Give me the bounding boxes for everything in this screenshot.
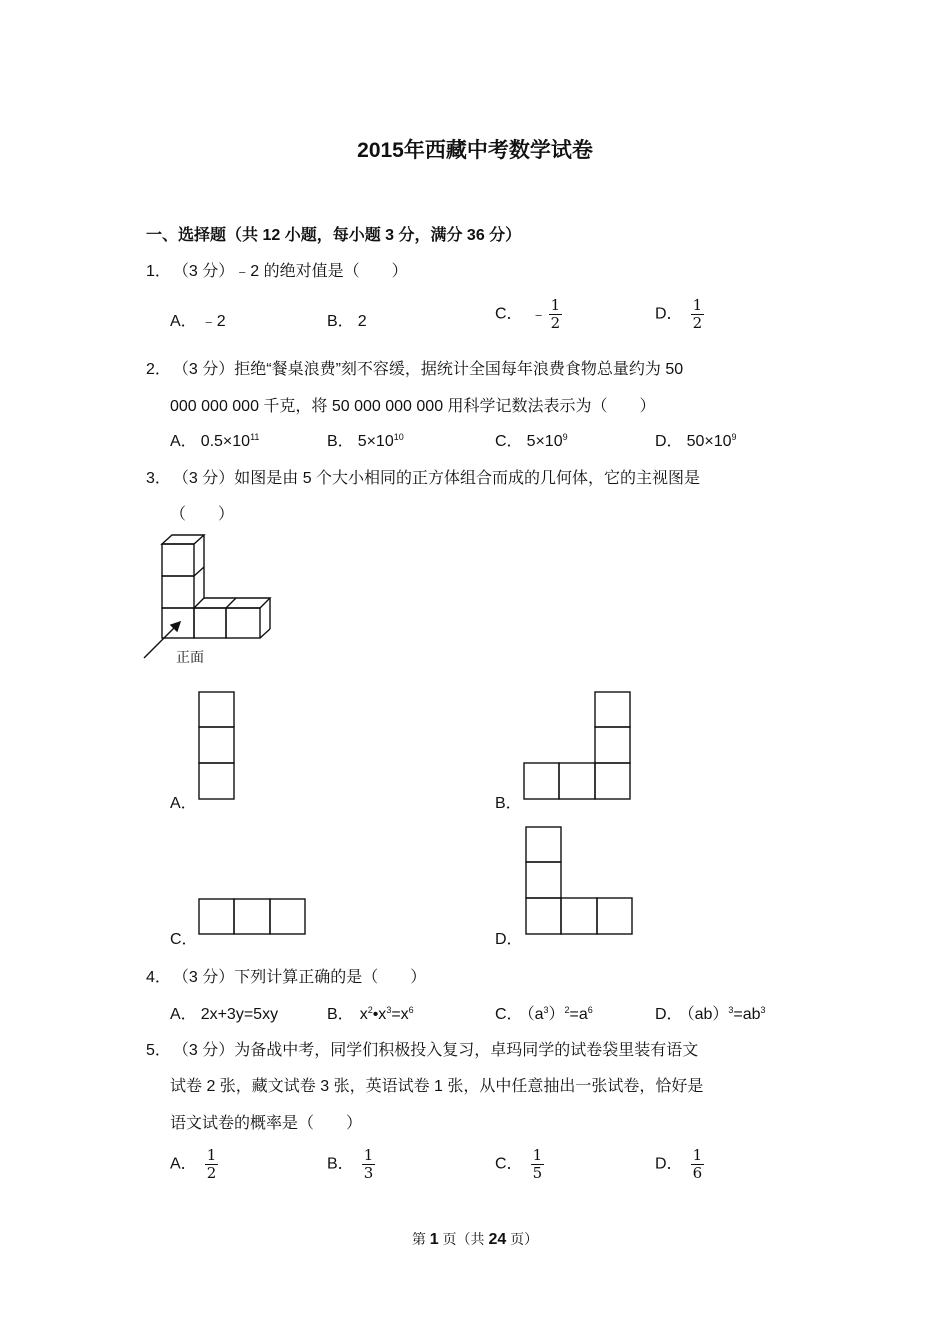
expr-exponent: 6	[587, 1005, 593, 1015]
expr-part: ）	[548, 1006, 565, 1023]
expr-exponent: 2	[367, 1005, 373, 1015]
q3-option-d-label: D．	[495, 931, 523, 948]
section-heading: 一、选择题（共 12 小题，每小题 3 分，满分 36 分）	[146, 227, 522, 244]
option-label: D．	[655, 1155, 683, 1173]
q4-option-d	[655, 1001, 766, 1024]
option-exponent: 9	[731, 432, 737, 442]
question-5-line-2: 试卷 2 张，藏文试卷 3 张，英语试卷 1 张，从中任意抽出一张试卷，恰好是	[170, 1078, 704, 1095]
expr-part: =a	[569, 1006, 588, 1023]
fraction-denominator: 2	[692, 314, 703, 332]
fraction-denominator: 5	[532, 1164, 543, 1182]
question-text: （3 分）下列计算正确的是（ ）	[180, 969, 427, 986]
expr-exponent: 2	[564, 1005, 570, 1015]
expr-part: （ab）	[686, 1006, 729, 1023]
question-5	[146, 1037, 698, 1060]
question-number: 3．	[146, 470, 171, 487]
question-4	[146, 964, 426, 987]
option-base: 5×10	[526, 433, 563, 450]
question-number: 2．	[146, 361, 171, 378]
option-exponent: 10	[393, 432, 404, 442]
fraction-numerator: 1	[550, 296, 561, 314]
fraction	[549, 297, 563, 332]
option-exponent: 11	[250, 432, 260, 442]
fraction-numerator: 1	[692, 1146, 703, 1164]
option-label: D．	[655, 305, 683, 323]
q3-option-a-figure	[198, 691, 236, 801]
page-footer	[0, 1229, 950, 1249]
question-2-line-2: 000 000 000 千克，将 50 000 000 000 用科学记数法表示为（ ）	[170, 398, 656, 415]
option-sign: ﹣	[530, 305, 547, 323]
page-title: 2015年西藏中考数学试卷	[357, 139, 593, 162]
option-label: D．	[655, 433, 683, 450]
fraction-numerator: 1	[363, 1146, 374, 1164]
fraction-denominator: 2	[206, 1164, 217, 1182]
option-label: C．	[495, 433, 523, 450]
option-label: A．	[170, 433, 197, 450]
q4-option-a	[170, 1001, 278, 1024]
question-text-line-1: （3 分）如图是由 5 个大小相同的正方体组合而成的几何体，它的主视图是	[180, 470, 701, 487]
expr-part: （a	[526, 1006, 544, 1023]
q5-option-d	[655, 1147, 704, 1182]
option-label: D．	[655, 1006, 683, 1023]
fraction	[205, 1147, 219, 1182]
option-label: A．	[170, 313, 197, 330]
question-text-line-1: （3 分）拒绝“餐桌浪费”刻不容缓，据统计全国每年浪费食物总量约为 50	[180, 361, 684, 378]
q3-option-b-figure	[523, 691, 633, 801]
expr-part: =x	[391, 1006, 409, 1023]
option-label: C．	[495, 1006, 523, 1023]
q3-option-a-label: A．	[170, 795, 197, 812]
option-label: B．	[327, 433, 354, 450]
expr-part: x	[359, 1006, 368, 1023]
expr-exponent: 3	[760, 1005, 766, 1015]
option-text: 2	[357, 313, 367, 330]
page-number: 1	[429, 1231, 439, 1248]
fraction	[691, 1147, 705, 1182]
option-label: A．	[170, 1155, 197, 1173]
option-label: C．	[495, 1155, 523, 1173]
footer-text: 页（共	[438, 1231, 489, 1247]
figure-label: 正面	[176, 649, 204, 665]
question-2	[146, 356, 683, 379]
option-label: B．	[327, 313, 354, 330]
option-base: 0.5×10	[200, 433, 251, 450]
q4-option-c	[495, 1001, 593, 1024]
expr-exponent: 3	[543, 1005, 549, 1015]
q3-option-c-label: C．	[170, 931, 198, 948]
q5-option-b	[327, 1147, 375, 1182]
footer-text: 第	[411, 1231, 430, 1247]
option-text: 2x+3y=5xy	[200, 1006, 279, 1023]
q5-option-a	[170, 1147, 218, 1182]
option-base: 5×10	[357, 433, 394, 450]
total-pages: 24	[488, 1231, 507, 1248]
question-number: 5．	[146, 1042, 171, 1059]
fraction-denominator: 3	[363, 1164, 374, 1182]
option-text: ﹣2	[200, 313, 226, 330]
option-label: B．	[327, 1155, 354, 1173]
fraction-numerator: 1	[206, 1146, 217, 1164]
expr-exponent: 3	[728, 1005, 734, 1015]
expr-part: •x	[372, 1006, 387, 1023]
q2-option-b	[327, 428, 404, 451]
fraction-numerator: 1	[692, 296, 703, 314]
fraction	[531, 1147, 545, 1182]
footer-text: 页）	[506, 1231, 539, 1247]
question-text: （3 分）﹣2 的绝对值是（ ）	[180, 263, 408, 280]
q1-option-b	[327, 308, 367, 331]
expr-exponent: 6	[408, 1005, 414, 1015]
fraction	[691, 297, 705, 332]
question-text-line-1: （3 分）为备战中考，同学们积极投入复习，卓玛同学的试卷袋里装有语文	[180, 1042, 699, 1059]
expr-part: =ab	[733, 1006, 761, 1023]
question-3-line-2: （ ）	[170, 506, 235, 523]
option-label: B．	[327, 1006, 354, 1023]
q3-option-c-figure	[198, 898, 308, 936]
q4-option-b	[327, 1001, 414, 1024]
option-exponent: 9	[562, 432, 568, 442]
q1-option-a	[170, 308, 226, 331]
q3-option-d-figure	[525, 826, 635, 936]
q2-option-a	[170, 428, 259, 451]
question-number: 1．	[146, 263, 171, 280]
q5-option-c	[495, 1147, 544, 1182]
q1-option-d	[655, 297, 704, 332]
option-label: C．	[495, 305, 523, 323]
question-5-line-3: 语文试卷的概率是（ ）	[170, 1115, 363, 1132]
fraction-numerator: 1	[532, 1146, 543, 1164]
q2-option-c	[495, 428, 568, 451]
fraction-denominator: 2	[550, 314, 561, 332]
option-label: A．	[170, 1006, 197, 1023]
option-base: 50×10	[686, 433, 732, 450]
question-3	[146, 465, 700, 488]
q2-option-d	[655, 428, 737, 451]
expr-exponent: 3	[386, 1005, 392, 1015]
q1-option-c	[495, 297, 562, 332]
fraction-denominator: 6	[692, 1164, 703, 1182]
q3-option-b-label: B．	[495, 795, 522, 812]
fraction	[362, 1147, 376, 1182]
question-number: 4．	[146, 969, 171, 986]
question-1	[146, 258, 408, 281]
cube-solid-figure	[140, 532, 280, 672]
